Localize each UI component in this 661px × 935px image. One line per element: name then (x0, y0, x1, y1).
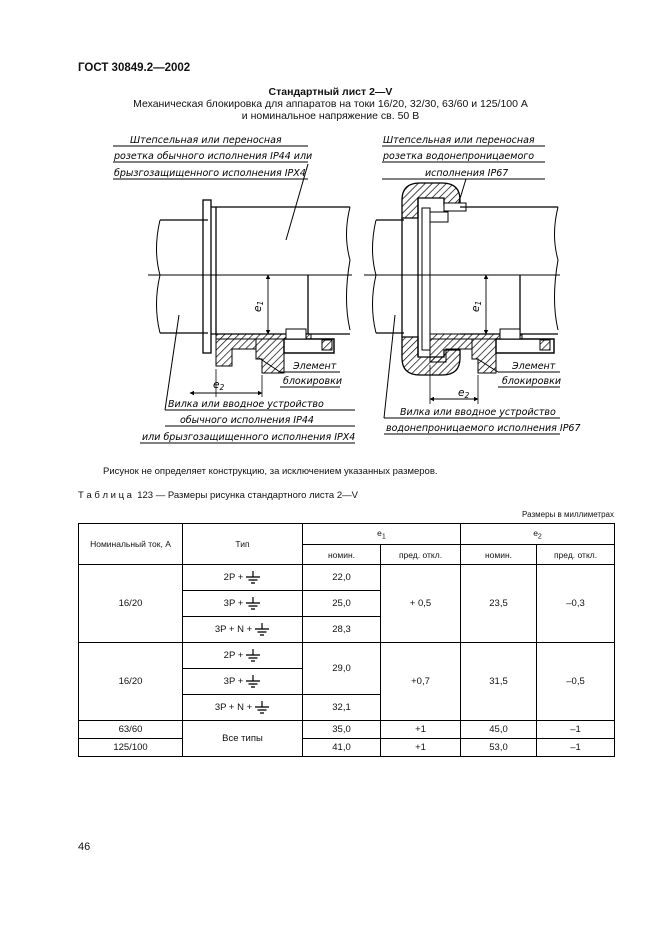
table-row (79, 721, 615, 739)
r3-e2-nom: 45,0 (461, 721, 537, 739)
left-top-label-2: розетка обычного исполнения IP44 или (114, 151, 313, 162)
g2-e1-tol: +0,7 (381, 643, 461, 721)
table-row (79, 643, 615, 669)
r4-e2-nom: 53,0 (461, 739, 537, 757)
g1-e2-nom: 23,5 (461, 565, 537, 643)
r3-e2-tol: –1 (537, 721, 615, 739)
earth-ground-icon (245, 597, 261, 611)
table-row (79, 739, 615, 757)
g2-type-3: 3P + N + (183, 695, 303, 721)
sheet-title: Стандартный лист 2—V (268, 86, 393, 98)
right-e2-label: e2 (458, 387, 470, 400)
earth-ground-icon (254, 701, 270, 715)
table-caption: Т а б л и ц а 123 — Размеры рисунка стандартного листа 2—V (78, 490, 358, 501)
g2-e2-tol: –0,5 (537, 643, 615, 721)
right-top-label-2: розетка водонепроницаемого (383, 151, 535, 162)
header-e2-nom: номин. (461, 545, 537, 565)
right-top-label-1: Штепсельная или переносная (383, 135, 535, 146)
g1-e1-nom-3: 28,3 (303, 617, 381, 643)
header-e2: $e_2$ (461, 524, 615, 545)
g1-e1-nom-2: 25,0 (303, 591, 381, 617)
left-bottom-label-1: Вилка или вводное устройство (168, 399, 324, 410)
g2-e1-nom-a: 29,0 (303, 643, 381, 695)
r3-e1-nom: 35,0 (303, 721, 381, 739)
right-element-label-2: блокировки (502, 376, 562, 387)
r4-current: 125/100 (79, 739, 183, 757)
g1-e2-tol: –0,3 (537, 565, 615, 643)
g2-e2-nom: 31,5 (461, 643, 537, 721)
left-bottom-label-2: обычного исполнения IP44 (180, 415, 314, 426)
figure-note: Рисунок не определяет конструкцию, за исключением указанных размеров. (103, 466, 438, 477)
r4-e2-tol: –1 (537, 739, 615, 757)
right-e1-label: e1 (470, 300, 483, 312)
left-bottom-label-3: или брызгозащищенного исполнения IPX4 (142, 432, 356, 443)
earth-ground-icon (245, 675, 261, 689)
header-e2-tol: пред. откл. (537, 545, 615, 565)
r3-e1-tol: +1 (381, 721, 461, 739)
header-e1: $e_1$ (303, 524, 461, 545)
r3-type: Все типы (183, 721, 303, 757)
g1-type-3: 3P + N + (183, 617, 303, 643)
units-note: Размеры в миллиметрах (522, 510, 614, 519)
g2-type-1: 2P + (183, 643, 303, 669)
left-e1-label: e1 (252, 300, 265, 312)
header-e1-tol: пред. откл. (381, 545, 461, 565)
r4-e1-tol: +1 (381, 739, 461, 757)
header-type: Тип (183, 524, 303, 565)
left-e2-label: e2 (213, 379, 225, 392)
g1-type-2: 3P + (183, 591, 303, 617)
header-e1-nom: номин. (303, 545, 381, 565)
g2-type-2: 3P + (183, 669, 303, 695)
header-current: Номинальный ток, А (79, 524, 183, 565)
left-top-label-1: Штепсельная или переносная (130, 135, 282, 146)
g2-e1-nom-b: 32,1 (303, 695, 381, 721)
g2-current: 16/20 (79, 643, 183, 721)
g1-e1-tol: + 0,5 (381, 565, 461, 643)
left-element-label-2: блокировки (283, 376, 343, 387)
right-element-label-1: Элемент (512, 361, 556, 372)
earth-ground-icon (254, 623, 270, 637)
right-bottom-label-1: Вилка или вводное устройство (400, 407, 556, 418)
sheet-subtitle: Механическая блокировка для аппаратов на токи 16/20, 32/30, 63/60 и 125/100 А (133, 98, 528, 110)
earth-ground-icon (245, 571, 261, 585)
right-top-label-3: исполнения IP67 (425, 168, 509, 179)
left-top-label-3: брызгозащищенного исполнения IPX4 (114, 168, 306, 179)
r4-e1-nom: 41,0 (303, 739, 381, 757)
dimensions-table (78, 523, 615, 757)
g1-current: 16/20 (79, 565, 183, 643)
table-row (79, 565, 615, 591)
g1-e1-nom-1: 22,0 (303, 565, 381, 591)
earth-ground-icon (245, 649, 261, 663)
g1-type-1: 2P + (183, 565, 303, 591)
right-bottom-label-2: водонепроницаемого исполнения IP67 (386, 423, 581, 434)
page-number: 46 (78, 841, 91, 853)
sheet-subtitle-2: и номинальное напряжение св. 50 В (241, 110, 420, 122)
document-id: ГОСТ 30849.2—2002 (78, 62, 191, 74)
left-element-label-1: Элемент (293, 361, 337, 372)
r3-current: 63/60 (79, 721, 183, 739)
interlock-drawing (0, 120, 661, 460)
